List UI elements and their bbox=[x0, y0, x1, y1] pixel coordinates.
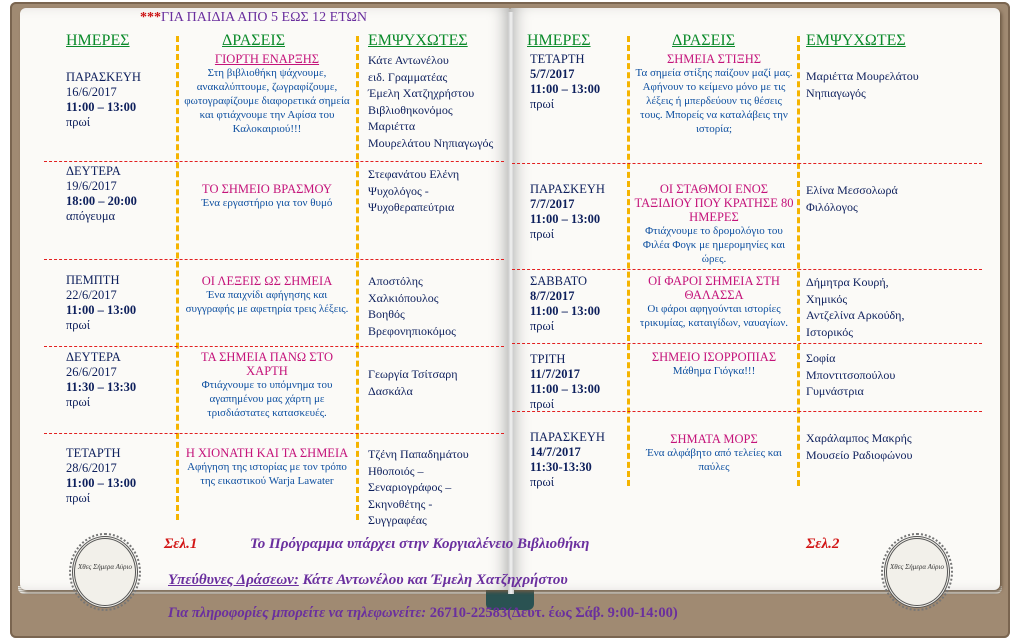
event-day: ΔΕΥΤΕΡΑ bbox=[66, 164, 121, 178]
event-day: ΣΑΒΒΑΤΟ bbox=[530, 274, 588, 288]
event-description: Αφήγηση της ιστορίας με τον τρόπο της εικαστικού Warja Lawater bbox=[187, 461, 347, 487]
event-day: ΔΕΥΤΕΡΑ bbox=[66, 350, 121, 364]
event-time: 11:30-13:30 bbox=[530, 460, 592, 474]
event-hosts bbox=[368, 52, 518, 151]
event-time: 11:00 – 13:00 bbox=[530, 382, 601, 396]
column-divider bbox=[797, 36, 800, 486]
event-day: ΤΕΤΑΡΤΗ bbox=[66, 446, 121, 460]
event-period: πρωί bbox=[530, 227, 555, 241]
event-date: 22/6/2017 bbox=[66, 288, 117, 302]
row-separator bbox=[512, 269, 982, 270]
header-hosts-left: ΕΜΨΥΧΩΤΕΣ bbox=[368, 32, 468, 49]
event-activity bbox=[634, 52, 794, 136]
event-period: πρωί bbox=[530, 97, 555, 111]
event-time: 11:00 – 13:00 bbox=[66, 100, 137, 114]
event-date-block bbox=[66, 164, 137, 224]
event-date: 14/7/2017 bbox=[530, 445, 581, 459]
event-activity bbox=[182, 350, 352, 420]
event-host-line: Δήμητρα Κουρή, bbox=[806, 275, 889, 289]
event-date-block bbox=[66, 446, 136, 506]
event-hosts bbox=[368, 166, 518, 216]
event-description: Μάθημα Γιόγκα!!! bbox=[672, 365, 756, 377]
event-title: ΟΙ ΣΤΑΘΜΟΙ ΕΝΟΣ ΤΑΞΙΔΙΟΥ ΠΟΥ ΚΡΑΤΗΣΕ 80 ΗΜΕΡΕΣ bbox=[634, 182, 794, 224]
event-date: 28/6/2017 bbox=[66, 461, 117, 475]
event-day: ΤΡΙΤΗ bbox=[530, 352, 566, 366]
event-host-line: Νηπιαγωγός bbox=[806, 85, 866, 100]
event-hosts bbox=[368, 366, 518, 399]
event-host-line: Δασκάλα bbox=[368, 383, 413, 398]
row-separator bbox=[44, 259, 504, 260]
header-days-left: ΗΜΕΡΕΣ bbox=[66, 32, 130, 49]
responsible-label: Υπεύθυνες Δράσεων: bbox=[168, 572, 299, 588]
event-date-block bbox=[530, 52, 600, 112]
event-host-line: Ιστορικός bbox=[806, 324, 854, 339]
event-description: Οι φάροι αφηγούνται ιστορίες τρικυμίας, καταιγίδων, ναυαγίων. bbox=[639, 303, 789, 329]
event-host-line: Βρεφονηπιοκόμος bbox=[368, 323, 456, 338]
page-number-left: Σελ.1 bbox=[164, 536, 198, 552]
event-host-line: Μουσείο Ραδιοφώνου bbox=[806, 447, 913, 462]
event-activity bbox=[182, 182, 352, 210]
event-description: Ένα αλφάβητο από τελείες και παύλες bbox=[646, 447, 782, 473]
event-description: Φτιάχνουμε το υπόμνημα του αγαπημένου μας χάρτη με τρισδιάστατες κατασκευές. bbox=[201, 379, 333, 419]
event-day: ΠΑΡΑΣΚΕΥΗ bbox=[66, 70, 141, 84]
event-date-block bbox=[66, 350, 136, 410]
event-host-line: Σοφία bbox=[806, 351, 836, 365]
event-description: Ένα παιχνίδι αφήγησης και συγγραφής με αφετηρία τρεις λέξεις. bbox=[185, 289, 349, 315]
event-host-line: Σεναριογράφος – bbox=[368, 480, 452, 494]
event-host-line: Μουρελάτου Νηπιαγωγός bbox=[368, 135, 494, 150]
info-label: Για πληροφορίες μπορείτε να τηλεφωνείτε: bbox=[168, 605, 427, 621]
event-date: 19/6/2017 bbox=[66, 179, 117, 193]
event-time: 11:00 – 13:00 bbox=[530, 212, 601, 226]
event-date: 7/7/2017 bbox=[530, 197, 575, 211]
event-title: ΟΙ ΦΑΡΟΙ ΣΗΜΕΙΑ ΣΤΗ ΘΑΛΑΣΣΑ bbox=[648, 274, 780, 302]
event-hosts bbox=[806, 350, 976, 400]
row-separator bbox=[512, 343, 982, 344]
event-title: ΓΙΟΡΤΗ ΕΝΑΡΞΗΣ bbox=[214, 52, 320, 66]
event-host-line: Χημικός bbox=[806, 291, 848, 306]
event-date: 16/6/2017 bbox=[66, 85, 117, 99]
event-day: ΤΕΤΑΡΤΗ bbox=[530, 52, 585, 66]
event-title: ΤΟ ΣΗΜΕΙΟ ΒΡΑΣΜΟΥ bbox=[202, 182, 332, 196]
event-activity bbox=[634, 182, 794, 266]
responsible-line bbox=[168, 572, 568, 589]
event-period: πρωί bbox=[66, 318, 91, 332]
event-activity bbox=[182, 52, 352, 136]
header-days-right: ΗΜΕΡΕΣ bbox=[527, 32, 591, 49]
event-activity bbox=[634, 432, 794, 474]
event-host-line: Στεφανάτου Ελένη bbox=[368, 167, 460, 181]
event-host-line: ειδ. Γραμματέας bbox=[368, 69, 448, 84]
event-title: ΤΑ ΣΗΜΕΙΑ ΠΑΝΩ ΣΤΟ ΧΑΡΤΗ bbox=[201, 350, 333, 378]
event-hosts bbox=[806, 68, 976, 101]
column-divider bbox=[356, 36, 359, 520]
event-description: Ένα εργαστήριο για τον θυμό bbox=[201, 197, 333, 209]
event-day: ΠΕΜΠΤΗ bbox=[66, 273, 120, 287]
header-activities-left: ΔΡΑΣΕΙΣ bbox=[222, 32, 286, 49]
event-time: 11:30 – 13:30 bbox=[66, 380, 137, 394]
row-separator bbox=[44, 161, 504, 162]
row-separator bbox=[44, 346, 504, 347]
event-activity bbox=[182, 446, 352, 488]
event-host-line: Έμελη Χατζηχρήστου bbox=[368, 86, 475, 100]
event-date: 5/7/2017 bbox=[530, 67, 575, 81]
event-hosts bbox=[368, 446, 518, 529]
library-seal-right bbox=[884, 536, 950, 608]
info-line bbox=[168, 605, 678, 622]
event-host-line: Τζένη Παπαδημάτου bbox=[368, 447, 469, 461]
event-time: 11:00 – 13:00 bbox=[66, 303, 137, 317]
event-title: ΣΗΜΕΙΟ ΙΣΟΡΡΟΠΙΑΣ bbox=[651, 350, 777, 364]
event-title: ΟΙ ΛΕΞΕΙΣ ΩΣ ΣΗΜΕΙΑ bbox=[201, 274, 333, 288]
event-period: πρωί bbox=[66, 115, 91, 129]
program-location: Το Πρόγραμμα υπάρχει στην Κοργιαλένειο Βιβλιοθήκη bbox=[250, 536, 590, 552]
event-period: πρωί bbox=[66, 395, 91, 409]
event-time: 11:00 – 13:00 bbox=[66, 476, 137, 490]
event-host-line: Ελίνα Μεσσολωρά bbox=[806, 183, 898, 197]
event-title: Η ΧΙΟΝΑΤΗ ΚΑΙ ΤΑ ΣΗΜΕΙΑ bbox=[185, 446, 349, 460]
event-date-block bbox=[530, 430, 605, 490]
age-note bbox=[140, 10, 367, 26]
event-date-block bbox=[530, 182, 605, 242]
event-activity bbox=[634, 350, 794, 378]
event-time: 11:00 – 13:00 bbox=[530, 304, 601, 318]
column-divider bbox=[176, 36, 179, 520]
header-hosts-right: ΕΜΨΥΧΩΤΕΣ bbox=[806, 32, 906, 49]
library-seal-left bbox=[72, 536, 138, 608]
event-host-line: Μποντιτσοπούλου bbox=[806, 367, 896, 382]
column-divider bbox=[627, 36, 630, 486]
event-host-line: Σκηνοθέτης - bbox=[368, 496, 433, 511]
event-host-line: Ψυχολόγος - bbox=[368, 183, 429, 198]
event-host-line: Χαράλαμπος Μακρής bbox=[806, 431, 912, 445]
event-host-line: Γυμνάστρια bbox=[806, 384, 864, 398]
event-description: Τα σημεία στίξης παίζουν μαζί μας. Αφήνουν το κείμενο μόνο με τις λέξεις ή μπερδεύουν τις θέσεις τους. Μπορείς να καταλάβεις την ιστορία; bbox=[635, 67, 793, 135]
event-time: 18:00 – 20:00 bbox=[66, 194, 137, 208]
event-host-line: Χαλκιόπουλος bbox=[368, 290, 439, 305]
event-time: 11:00 – 13:00 bbox=[530, 82, 601, 96]
event-activity bbox=[182, 274, 352, 316]
event-host-line: Αποστόλης bbox=[368, 274, 423, 288]
event-hosts bbox=[806, 274, 976, 340]
event-host-line: Μαριέττα Μουρελάτου bbox=[806, 69, 919, 83]
event-hosts bbox=[368, 273, 518, 339]
event-date-block bbox=[530, 274, 600, 334]
event-period: πρωί bbox=[530, 397, 555, 411]
event-host-line: Συγγραφέας bbox=[368, 513, 427, 527]
event-title: ΣΗΜΕΙΑ ΣΤΙΞΗΣ bbox=[666, 52, 762, 66]
event-host-line: Γεωργία Τσίτσαρη bbox=[368, 367, 458, 381]
event-host-line: Μαριέττα bbox=[368, 119, 416, 133]
event-date: 26/6/2017 bbox=[66, 365, 117, 379]
event-hosts bbox=[806, 430, 976, 463]
event-hosts bbox=[806, 182, 976, 215]
age-note-stars: *** bbox=[140, 10, 161, 25]
event-date: 11/7/2017 bbox=[530, 367, 581, 381]
info-phone: 26710-22583(Δευτ. έως Σάβ. 9:00-14:00) bbox=[426, 605, 678, 621]
event-date-block bbox=[66, 273, 136, 333]
event-description: Φτιάχνουμε το δρομολόγιο του Φιλέα Φογκ με ημερομηνίες και ώρες. bbox=[642, 225, 786, 265]
row-separator bbox=[512, 163, 982, 164]
event-host-line: Βιβλιοθηκονόμος bbox=[368, 102, 453, 117]
event-host-line: Φιλόλογος bbox=[806, 199, 858, 214]
event-host-line: Αντζελίνα Αρκούδη, bbox=[806, 308, 905, 322]
event-host-line: Ψυχοθεραπεύτρια bbox=[368, 200, 455, 214]
seal-text: Χθες Σήμερα Αύριο bbox=[890, 563, 944, 571]
event-date-block bbox=[530, 352, 600, 412]
page-number-right: Σελ.2 bbox=[806, 536, 840, 552]
event-day: ΠΑΡΑΣΚΕΥΗ bbox=[530, 430, 605, 444]
event-activity bbox=[634, 274, 794, 330]
event-period: πρωί bbox=[530, 319, 555, 333]
event-title: ΣΗΜΑΤΑ ΜΟΡΣ bbox=[670, 432, 758, 446]
seal-text: Χθες Σήμερα Αύριο bbox=[78, 563, 132, 571]
responsible-names: Κάτε Αντωνέλου και Έμελη Χατζηχρήστου bbox=[302, 572, 568, 588]
event-description: Στη βιβλιοθήκη ψάχνουμε, ανακαλύπτουμε, ζωγραφίζουμε, φωτογραφίζουμε διαφορετικά σημεία και φτιάχνουμε την Αφίσα του Καλοκαιριού!!! bbox=[184, 67, 350, 135]
event-day: ΠΑΡΑΣΚΕΥΗ bbox=[530, 182, 605, 196]
event-host-line: Κάτε Αντωνέλου bbox=[368, 53, 449, 67]
header-activities-right: ΔΡΑΣΕΙΣ bbox=[672, 32, 736, 49]
event-date-block bbox=[66, 70, 141, 130]
event-host-line: Ηθοποιός – bbox=[368, 463, 424, 478]
row-separator bbox=[44, 433, 504, 434]
event-period: απόγευμα bbox=[66, 209, 116, 223]
event-period: πρωί bbox=[530, 475, 555, 489]
event-period: πρωί bbox=[66, 491, 91, 505]
event-host-line: Βοηθός bbox=[368, 307, 405, 321]
age-note-text: ΓΙΑ ΠΑΙΔΙΑ ΑΠΟ 5 ΕΩΣ 12 ΕΤΩΝ bbox=[161, 10, 368, 25]
event-date: 8/7/2017 bbox=[530, 289, 575, 303]
